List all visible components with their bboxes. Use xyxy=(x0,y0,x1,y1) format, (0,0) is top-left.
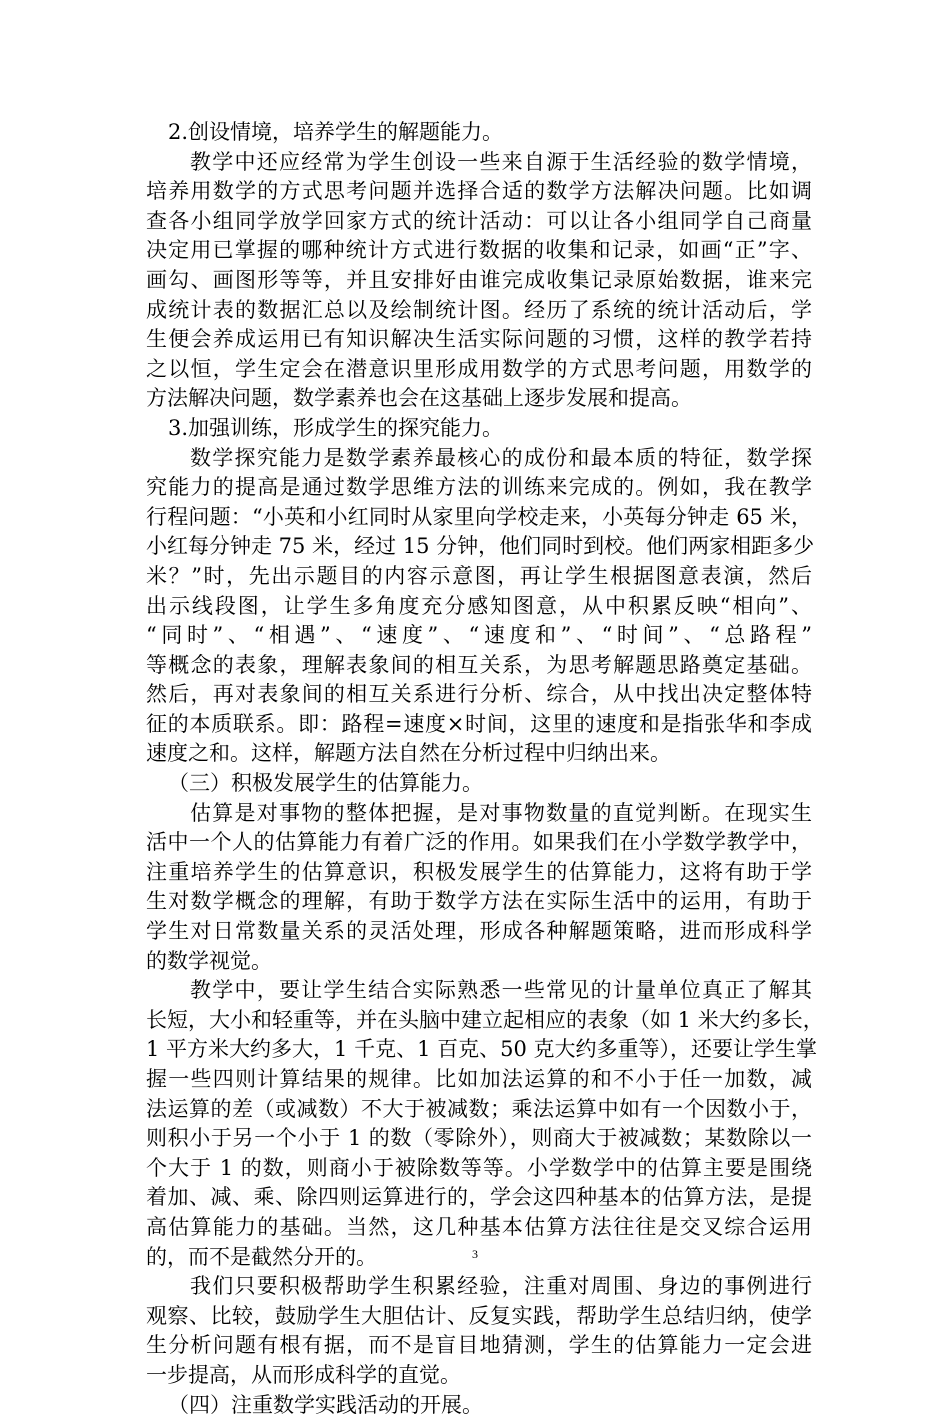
text-line: 的数学视觉。 xyxy=(146,948,272,973)
text-line: 小红每分钟走 75 米，经过 15 分钟，他们同时到校。他们两家相距多少 xyxy=(146,534,815,559)
text-line: 究能力的提高是通过数学思维方法的训练来完成的。例如，我在教学 xyxy=(146,475,812,500)
text-line: 着加、减、乘、除四则运算进行的，学会这四种基本的估算方法，是提 xyxy=(146,1185,812,1210)
text-line: 高估算能力的基础。当然，这几种基本估算方法往往是交叉综合运用 xyxy=(146,1214,812,1239)
text-line: 出示线段图，让学生多角度充分感知图意，从中积累反映“相向”、 xyxy=(146,593,812,618)
text-line: 的，而不是截然分开的。 xyxy=(146,1244,377,1269)
text-line: 我们只要积极帮助学生积累经验，注重对周围、身边的事例进行 xyxy=(190,1274,812,1299)
text-line: 学生对日常数量关系的灵活处理，形成各种解题策略，进而形成科学 xyxy=(146,919,812,944)
text-line: 之以恒，学生定会在潜意识里形成用数学的方式思考问题，用数学的 xyxy=(146,356,812,381)
text-line: 1 平方米大约多大，1 千克、1 百克、50 克大约多重等），还要让学生掌 xyxy=(146,1037,818,1062)
text-line: 然后，再对表象间的相互关系进行分析、综合，从中找出决定整体特 xyxy=(146,682,812,707)
text-line: 教学中还应经常为学生创设一些来自源于生活经验的数学情境， xyxy=(190,149,812,174)
text-line: 估算是对事物的整体把握，是对事物数量的直觉判断。在现实生 xyxy=(190,800,812,825)
text-line: （四）注重数学实践活动的开展。 xyxy=(168,1392,483,1417)
text-line: 教学中，要让学生结合实际熟悉一些常见的计量单位真正了解其 xyxy=(190,978,812,1003)
text-line: 3.加强训练，形成学生的探究能力。 xyxy=(168,415,504,440)
text-line: 长短，大小和轻重等，并在头脑中建立起相应的表象（如 1 米大约多长， xyxy=(146,1007,824,1032)
text-line: “同时”、“相遇”、“速度”、“速度和”、“时间”、“总路程” xyxy=(146,623,812,648)
text-line: 等概念的表象，理解表象间的相互关系，为思考解题思路奠定基础。 xyxy=(146,652,812,677)
text-line: 握一些四则计算结果的规律。比如加法运算的和不小于任一加数，减 xyxy=(146,1067,812,1091)
text-line: 培养用数学的方式思考问题并选择合适的数学方法解决问题。比如调 xyxy=(146,179,812,204)
text-line: 则积小于另一个小于 1 的数（零除外），则商大于被减数；某数除以一 xyxy=(146,1126,812,1151)
text-line: 方法解决问题，数学素养也会在这基础上逐步发展和提高。 xyxy=(146,386,692,411)
text-line: 生对数学概念的理解，有助于数学方法在实际生活中的运用，有助于 xyxy=(146,889,812,914)
text-line: 征的本质联系。即：路程=速度×时间，这里的速度和是指张华和李成 xyxy=(146,711,812,736)
text-line: 注重培养学生的估算意识，积极发展学生的估算能力，这将有助于学 xyxy=(146,859,812,884)
text-line: 生分析问题有根有据，而不是盲目地猜测，学生的估算能力一定会进 xyxy=(146,1333,812,1358)
text-line: 数学探究能力是数学素养最核心的成份和最本质的特征，数学探 xyxy=(190,445,812,470)
text-line: 个大于 1 的数，则商小于被除数等等。小学数学中的估算主要是围绕 xyxy=(146,1155,812,1180)
text-line: 观察、比较，鼓励学生大胆估计、反复实践，帮助学生总结归纳，使学 xyxy=(146,1303,812,1328)
page-number: 3 xyxy=(472,1247,478,1261)
text-line: 法运算的差（或减数）不大于被减数；乘法运算中如有一个因数小于， xyxy=(146,1096,812,1121)
text-line: 2.创设情境，培养学生的解题能力。 xyxy=(168,120,504,144)
text-line: 生便会养成运用已有知识解决生活实际问题的习惯，这样的教学若持 xyxy=(146,327,812,352)
text-line: 行程问题：“小英和小红同时从家里向学校走来，小英每分钟走 65 米， xyxy=(146,504,812,529)
text-line: （三）积极发展学生的估算能力。 xyxy=(168,771,483,796)
document-body xyxy=(146,118,824,1420)
text-line: 速度之和。这样，解题方法自然在分析过程中归纳出来。 xyxy=(146,741,671,766)
text-line: 成统计表的数据汇总以及绘制统计图。经历了系统的统计活动后，学 xyxy=(146,297,812,322)
text-line: 米？”时，先出示题目的内容示意图，再让学生根据图意表演，然后 xyxy=(146,563,812,588)
text-line: 决定用已掌握的哪种统计方式进行数据的收集和记录，如画“正”字、 xyxy=(146,238,812,263)
text-line: 查各小组同学放学回家方式的统计活动：可以让各小组同学自己商量 xyxy=(146,208,812,233)
text-line: 画勾、画图形等等，并且安排好由谁完成收集记录原始数据，谁来完 xyxy=(146,267,812,292)
text-line: 一步提高，从而形成科学的直觉。 xyxy=(146,1362,461,1387)
text-line: 活中一个人的估算能力有着广泛的作用。如果我们在小学数学教学中， xyxy=(146,830,812,855)
